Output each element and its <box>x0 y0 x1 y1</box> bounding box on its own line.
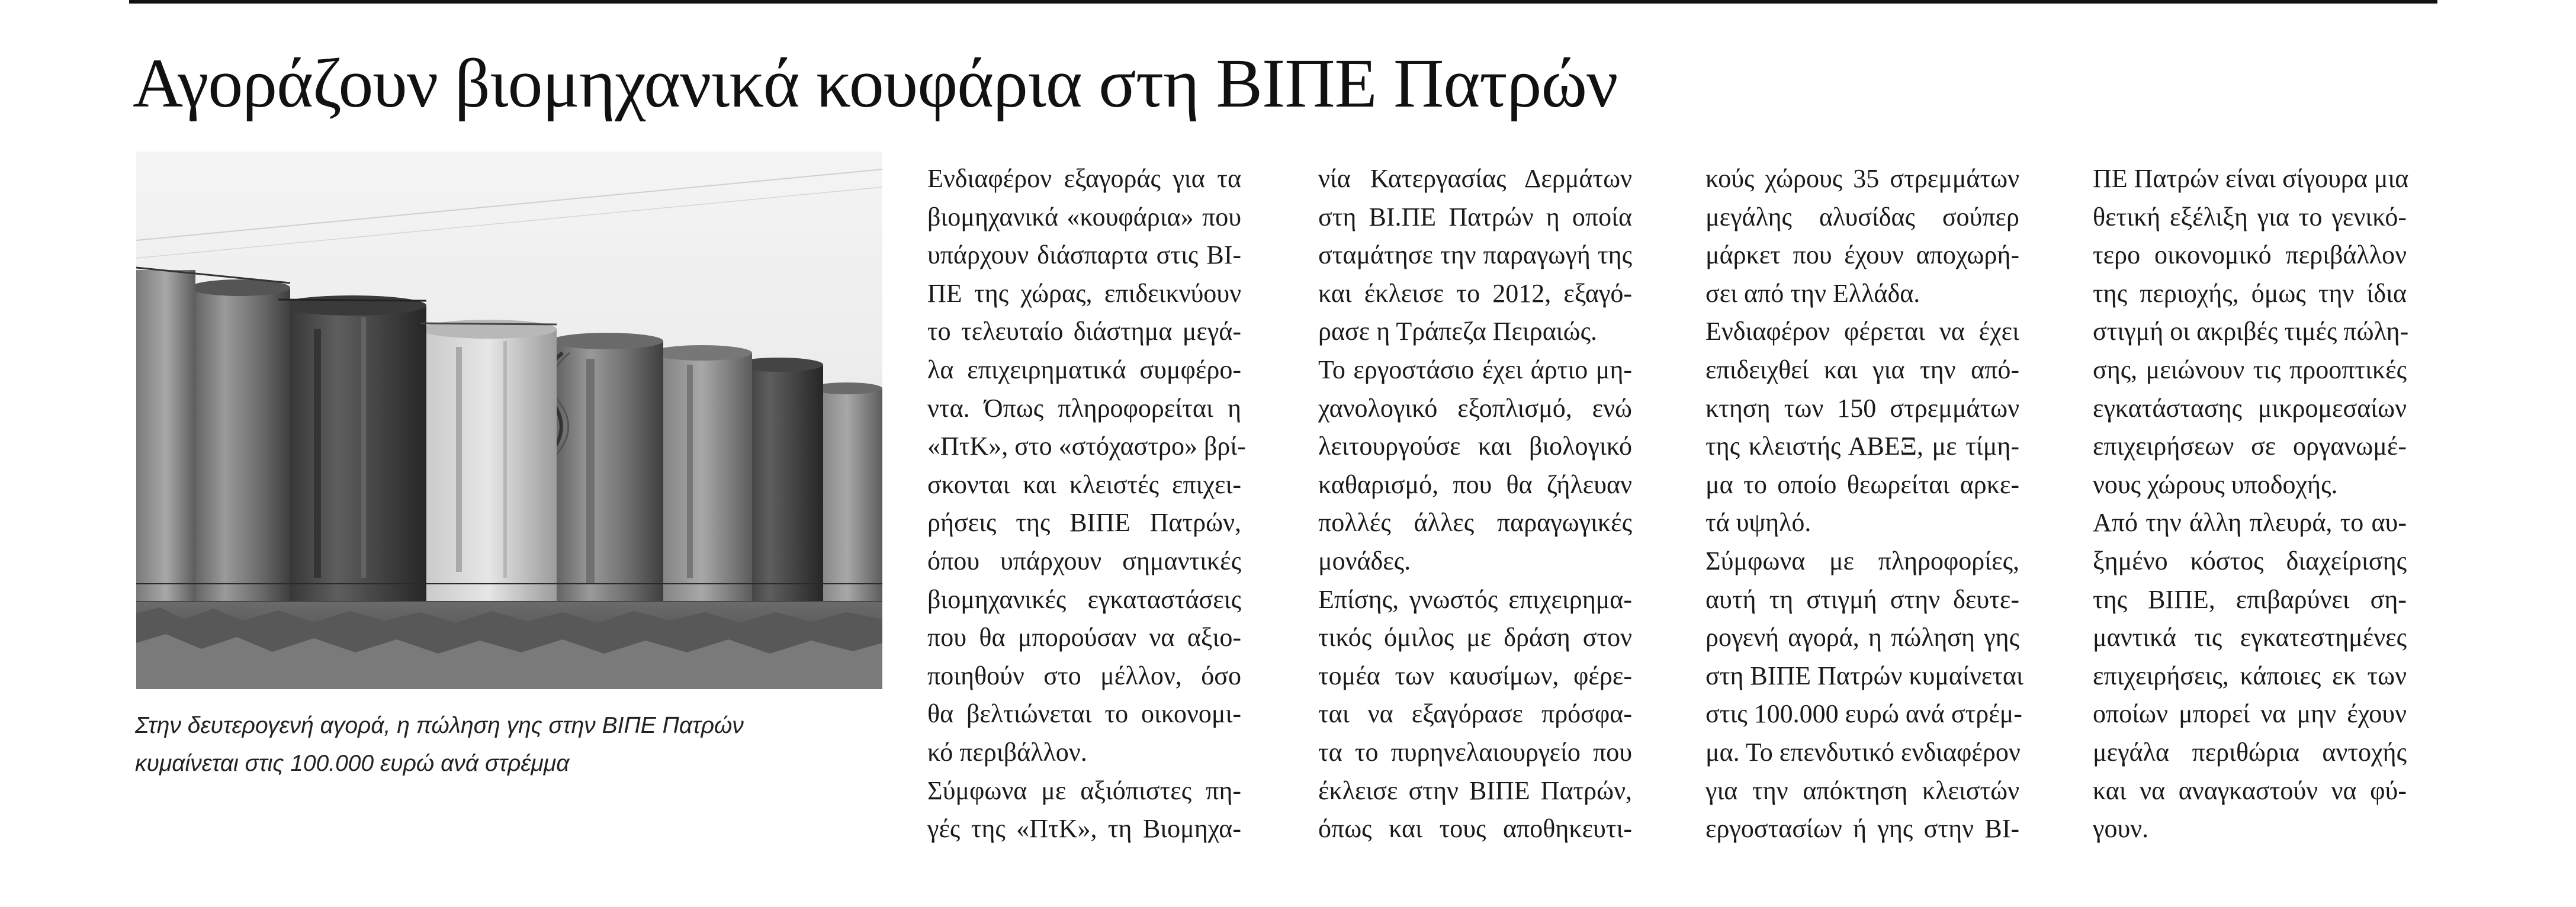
article-text-line: τομέα των καυσίμων, φέρε- <box>1318 661 1632 690</box>
article-text-line: οποίων μπορεί να μην έχουν <box>2093 699 2407 729</box>
article-text-line: μονάδες. <box>1318 546 1411 575</box>
article-text-line: ντα. Όπως πληροφορείται η <box>927 393 1241 423</box>
article-text-line: νία Κατεργασίας Δερμάτων <box>1318 164 1632 193</box>
article-text-line: της ΒΙΠΕ, επιβαρύνει ση- <box>2093 584 2407 614</box>
article-text-line: γές της «ΠτΚ», τη Βιομηχα- <box>927 814 1241 844</box>
article-text-line: νους χώρους υποδοχής. <box>2093 469 2338 499</box>
article-text-line: λειτουργούσε και βιολογικό <box>1318 432 1632 461</box>
caption-line: Στην δευτερογενή αγορά, η πώληση γης στην ΒΙΠΕ Πατρών <box>135 713 744 738</box>
article-text-line: γουν. <box>2093 814 2149 844</box>
article-text-line: εργοστασίων ή γης στην ΒΙ- <box>1705 814 2019 844</box>
article-text-line: κό περιβάλλον. <box>927 737 1087 767</box>
article-text-line: μεγάλης αλυσίδας σούπερ <box>1705 202 2019 231</box>
article-text-line: Από την άλλη πλευρά, το αυ- <box>2093 508 2407 538</box>
article-text-line: Επίσης, γνωστός επιχειρημα- <box>1318 584 1632 614</box>
article-text-line: χανολογικό εξοπλισμό, ενώ <box>1318 393 1632 423</box>
article-text-line: «ΠτΚ», στο «στόχαστρο» βρί- <box>927 432 1246 461</box>
article-text-line: Σύμφωνα με πληροφορίες, <box>1705 546 2019 575</box>
photo-caption <box>135 707 905 783</box>
article-text-line: σης, μειώνουν τις προοπτικές <box>2093 355 2407 384</box>
article-text-line: μα. Το επενδυτικό ενδιαφέρον <box>1705 737 2021 767</box>
article-text-line: για την απόκτηση κλειστών <box>1705 776 2019 805</box>
article-text-line: έκλεισε στην ΒΙΠΕ Πατρών, <box>1318 776 1632 805</box>
article-text-line: στιγμή οι ακριβές τιμές πώλη- <box>2093 317 2409 346</box>
article-text-line: και να αναγκαστούν να φύ- <box>2093 776 2407 805</box>
article-text-line: ρασε η Τράπεζα Πειραιώς. <box>1318 317 1598 346</box>
article-text-line: τικός όμιλος με δράση στον <box>1318 623 1632 652</box>
article-text-line: επιχειρήσεις, κάποιες εκ των <box>2093 661 2407 690</box>
article-text-line: το τελευταίο διάστημα μεγά- <box>927 317 1241 346</box>
article-text-line: αυτή τη στιγμή στην δευτε- <box>1705 584 2019 614</box>
article-text-line: ται να εξαγόρασε πρόσφα- <box>1318 699 1632 729</box>
article-text-line: στη ΒΙΠΕ Πατρών κυμαίνεται <box>1705 661 2023 690</box>
article-text-line: στη ΒΙ.ΠΕ Πατρών η οποία <box>1318 202 1632 231</box>
article-text-line: ΠΕ της χώρας, επιδεικνύουν <box>927 278 1241 308</box>
article-text-line: ξημένο κόστος διαχείρισης <box>2093 546 2407 575</box>
article-text-line: κούς χώρους 35 στρεμμάτων <box>1705 164 2019 193</box>
article-column-2 <box>1318 160 1632 848</box>
caption-line: κυμαίνεται στις 100.000 ευρώ ανά στρέμμα <box>135 751 570 776</box>
article-text-line: Ενδιαφέρον φέρεται να έχει <box>1705 317 2019 346</box>
article-text-line: υπάρχουν διάσπαρτα στις ΒΙ- <box>927 240 1241 270</box>
article-text-line: όπως και τους αποθηκευτι- <box>1318 814 1632 844</box>
article-text-line: μεγάλα περιθώρια αντοχής <box>2093 737 2407 767</box>
article-column-1 <box>927 160 1246 848</box>
article-column-4 <box>2093 160 2407 848</box>
article-text-line: τα το πυρηνελαιουργείο που <box>1318 737 1632 767</box>
article-text-line: μάρκετ που έχουν αποχωρή- <box>1705 240 2019 270</box>
article-text-line: ρήσεις της ΒΙΠΕ Πατρών, <box>927 508 1241 538</box>
article-text-line: Ενδιαφέρον εξαγοράς για τα <box>927 164 1241 193</box>
article-text-line: βιομηχανικά «κουφάρια» που <box>927 202 1241 231</box>
article-text-line: μα το οποίο θεωρείται αρκε- <box>1705 469 2019 499</box>
article-text-line: της περιοχής, όμως την ίδια <box>2093 278 2407 308</box>
article-text-line: μαντικά τις εγκατεστημένες <box>2093 623 2407 652</box>
article-text-line: σει από την Ελλάδα. <box>1705 278 1920 308</box>
article-text-line: κτηση των 150 στρεμμάτων <box>1705 393 2019 423</box>
article-text-line: όπου υπάρχουν σημαντικές <box>927 546 1241 575</box>
article-text-line: ποιηθούν στο μέλλον, όσο <box>927 661 1241 690</box>
article-text-line: θετική εξέλιξη για το γενικό- <box>2093 202 2407 231</box>
article-text-line: Το εργοστάσιο έχει άρτιο μη- <box>1318 355 1632 384</box>
article-text-line: επιδειχθεί και για την από- <box>1705 355 2019 384</box>
article-text-line: Σύμφωνα με αξιόπιστες πη- <box>927 776 1241 805</box>
article-text-line: ρογενή αγορά, η πώληση γης <box>1705 623 2019 652</box>
article-text-line: ΠΕ Πατρών είναι σίγουρα μια <box>2093 164 2409 193</box>
article-text-line: πολλές άλλες παραγωγικές <box>1318 508 1632 538</box>
industrial-tanks-photo <box>136 152 882 689</box>
article-text-line: βιομηχανικές εγκαταστάσεις <box>927 584 1241 614</box>
article-text-line: λα επιχειρηματικά συμφέρο- <box>927 355 1241 384</box>
article-headline: Αγοράζουν βιομηχανικά κουφάρια στη ΒΙΠΕ Πατρών <box>133 44 1618 122</box>
top-rule <box>129 0 2437 4</box>
article-text-line: σκονται και κλειστές επιχει- <box>927 469 1241 499</box>
article-text-line: και έκλεισε το 2012, εξαγό- <box>1318 278 1632 308</box>
article-text-line: θα βελτιώνεται το οικονομι- <box>927 699 1241 729</box>
article-text-line: που θα μπορούσαν να αξιο- <box>927 623 1241 652</box>
tanks-photo-illustration <box>136 152 882 689</box>
article-text-line: τά υψηλό. <box>1705 508 1811 538</box>
article-text-line: σταμάτησε την παραγωγή της <box>1318 240 1632 270</box>
article-text-line: εγκατάστασης μικρομεσαίων <box>2093 393 2407 423</box>
article-text-line: τερο οικονομικό περιβάλλον <box>2093 240 2407 270</box>
article-column-3 <box>1705 160 2023 848</box>
article-text-line: επιχειρήσεων σε οργανωμέ- <box>2093 432 2407 461</box>
article-text-line: καθαρισμό, που θα ζήλευαν <box>1318 469 1632 499</box>
article-text-line: της κλειστής ΑΒΕΞ, με τίμη- <box>1705 432 2019 461</box>
article-text-line: στις 100.000 ευρώ ανά στρέμ- <box>1705 699 2022 729</box>
